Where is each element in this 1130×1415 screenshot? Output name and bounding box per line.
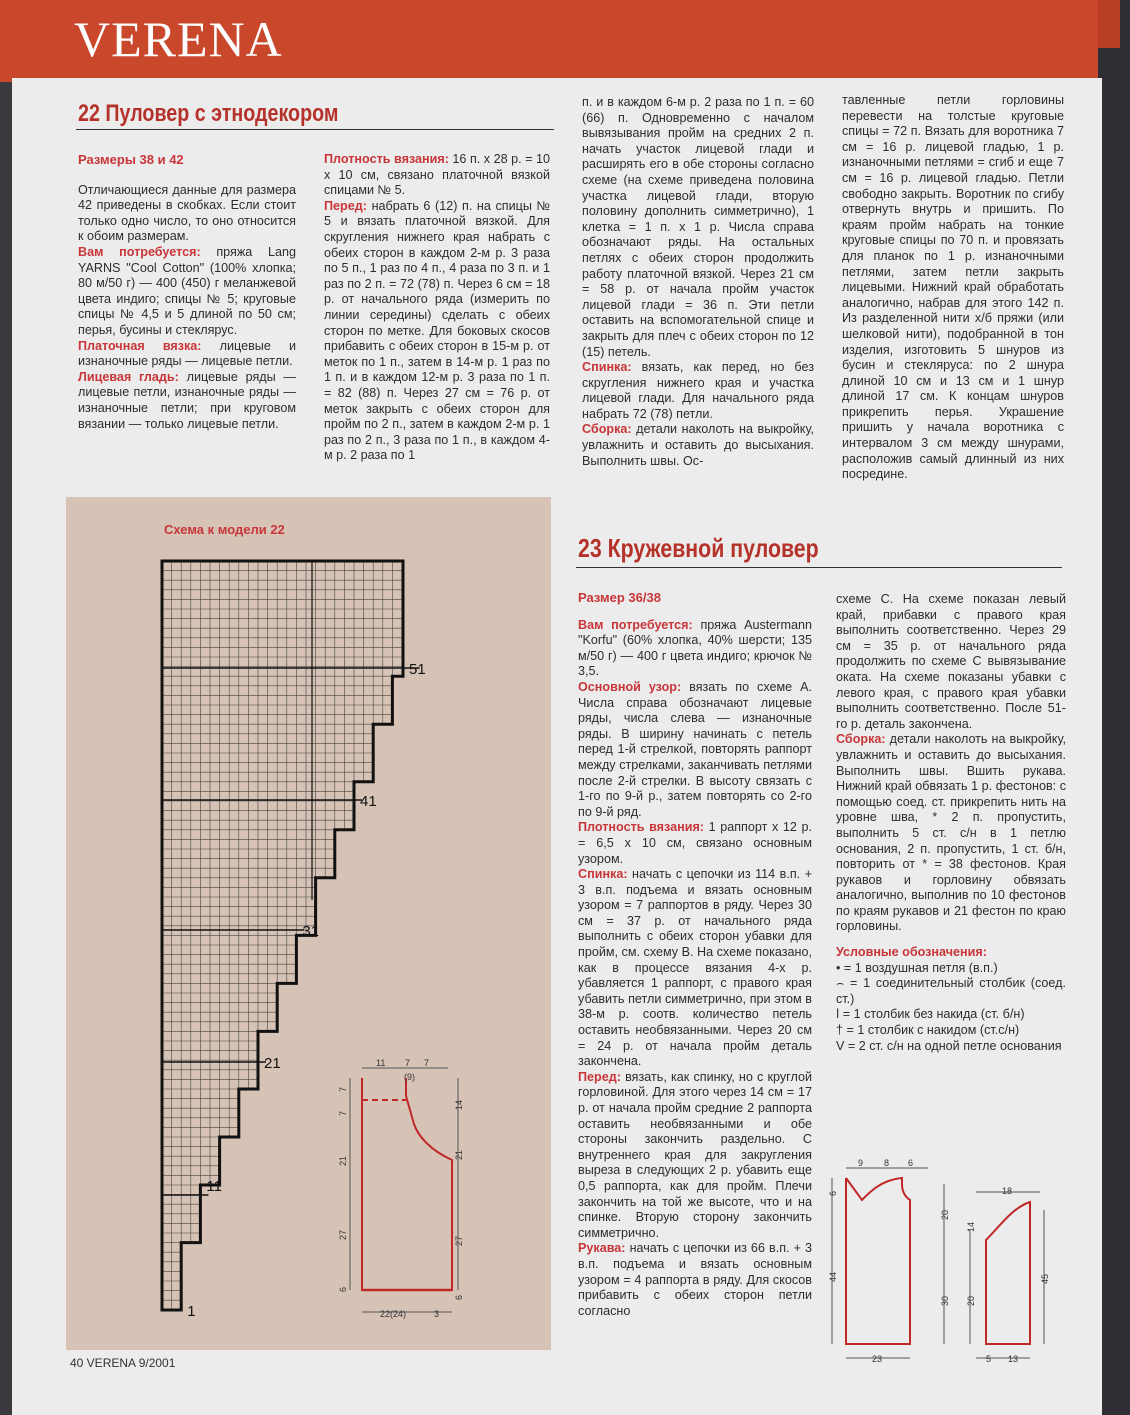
dimension-label: (9) [404,1072,415,1082]
col4-text: тавленные петли горловины перевести на толстые круговые спицы = 72 п. Вязать для воротника 7 см = 16 р. лицевой гладью, 1 р. изнаночными петлями = сгиб и еще 7 см = 16 р. лицевой гладью. Петли свободно закрыть. Воротник по сгибу отвернуть внутрь и пришить. По краям пройм набрать на тонкие круговые спицы по 70 п. и провязать для планок по 1 р. изнаночными петлями, затем петли закрыть лицевыми. Нижний край обработать аналогично, набрав для этого 142 п. Из разделенной нити х/б пряжи (или шелковой нити), подобранной в тон изделия, изготовить 5 шнуров из бусин и стекляруса: по 2 шнура длиной 10 см и 13 см и 1 шнур длиной 17 см. К концам шнуров прикрепить перья. Украшение пришить у начала воротника с интервалом 3 см между шнурами, расположив самый длинный из них посредине. [842,93,1064,482]
title-rule-23 [576,567,1062,568]
size-heading: Размер 36/38 [578,590,661,605]
page-footer: 40 VERENA 9/2001 [70,1356,176,1370]
dimension-label: 13 [1008,1354,1019,1364]
materials-text: пряжа Lang YARNS "Cool Cotton" (100% хлопка; 80 м/50 г) — 400 (450) г меланжевой цвета индиго; спицы № 5; круговые спицы № 4,5 и 5 длиной по 50 см; перья, бусины и стеклярус. [78,244,296,337]
schema-title: Схема к модели 22 [164,522,285,537]
row-label: 31 [302,923,320,940]
model23-column-1 [578,590,812,1319]
dimension-label: 8 [884,1158,890,1168]
legend-item: • = 1 воздушная петля (в.п.) [836,960,998,975]
dimension-label: 6 [454,1294,464,1300]
legend-item: ǀ = 1 столбик без накида (ст. б/н) [836,1007,1025,1022]
back-label: Спинка: [582,360,632,375]
dimension-label: 23 [872,1354,883,1364]
legend-item: V = 2 ст. с/н на одной петле основания [836,1038,1062,1053]
dimension-label: 45 [1040,1273,1050,1284]
dimension-label: 11 [376,1058,386,1068]
pattern-label: Основной узор: [578,679,682,694]
dimension-label: 7 [338,1110,348,1116]
dimension-label: 14 [454,1099,464,1110]
dimension-label: 3 [434,1309,440,1319]
back-piece-outline [846,1178,910,1344]
row-label: 11 [206,1178,222,1195]
model23-dimensions [828,1158,1050,1364]
dimension-label: 5 [986,1354,992,1364]
dimension-label: 7 [405,1058,411,1068]
gauge23-text: 1 раппорт х 12 р. = 6,5 х 10 см, связано основным узором. [578,820,812,866]
assembly-label: Сборка: [582,422,632,437]
gauge23-label: Плотность вязания: [578,820,704,835]
back23-text: начать с цепочки из 114 в.п. + 3 в.п. подъема и вязать основным узором = 7 раппортов в ряду. Через 30 см = 37 р. от начального ряда выполнить с обеих сторон убавки для пройм, см. схему B. На схеме показано, как в процессе вязания 4-х р. убавляется 1 раппорт, с правого края убавить петли симметрично, при этом в 38-м р. соотв. количество петель оставить необвязанными. Через 20 см = 24 р. от начала пройм деталь закончена. [578,867,812,1069]
dimension-label: 21 [338,1155,348,1166]
assembly23-text: детали наколоть на выкройку, увлажнить и оставить до высыхания. Выполнить швы. Вшить рукава. Нижний край обвязать 1 р. фестонов: с помощью соед. ст. прикрепить нить на уровне шва, * 2 п. пропустить, выполнить 5 ст. с/н в 1 петлю основания, 2 п. пропустить, 1 ст. б/н, повторить от * = 38 фестонов. Края рукавов и горловину обвязать аналогично, выполнив по 10 фестонов по краям рукавов и 21 фестон по краю горловины. [836,732,1066,934]
row-label: 1 [187,1303,196,1320]
model23-back-pattern [846,1178,910,1344]
dimension-label: 6 [828,1190,838,1196]
materials23-label: Вам потребуется: [578,617,693,632]
dimension-label: 21 [454,1149,464,1160]
dimension-label: 7 [424,1058,430,1068]
pattern-text: вязать по схеме A. Числа справа обозначают лицевые ряды, числа слева — изнаночные ряды. В ширину начинать с петель перед 1-й стрелкой, повторять раппорт между стрелками, заканчивать петлями после 2-й стрелки. В высоту связать с 1-го по 9-й р., затем повторять со 2-го по 9-й ряд. [578,679,812,819]
row-labels [187,661,425,1320]
front23-text: вязать, как спинку, но с круглой горловиной. Для этого через 14 см = 17 р. от начала пройм средние 2 раппорта оставить необвязанными и обе стороны закончить раздельно. С внутреннего края для закругления выреза в следующих 2 р. убавить еще 0,5 раппорта, как для пройм. Плечи закончить на той же высоте, что и на спинке. Вторую сторону закончить симметрично. [578,1069,813,1240]
back23-label: Спинка: [578,867,628,882]
stockinette-text: лицевые ряды — лицевые петли, изнаночные ряды — изнаночные петли; при круговом вязании — только лицевые петли. [78,369,296,431]
dimension-label: 9 [858,1158,864,1168]
dimension-label: 30 [940,1295,950,1306]
garter-text: лицевые и изнаночные ряды — лицевые петли. [78,338,296,369]
garter-label: Платочная вязка: [78,338,202,353]
materials23-text: пряжа Austermann "Korfu" (60% хлопка, 40% шерсти; 135 м/50 г) — 400 г цвета индиго; крючок № 3,5. [578,617,813,679]
model22-dimensions [338,1058,464,1319]
gauge-label: Плотность вязания: [324,152,449,166]
model23-dimension-lines [832,1168,1044,1358]
col3-text: п. и в каждом 6-м р. 2 раза по 1 п. = 60 (66) п. Одновременно с началом вывязывания пройм на средних 2 п. начать участок лицевой глади и расширять его в обе стороны согласно схеме (на схеме приведена половина участка лицевой глади, вторую половину дополнить симметрично), 1 клетка = 1 п. х 1 р. Числа справа обозначают ряды. На остальных петлях с обеих сторон продолжить работу платочной вязкой. Через 21 см = 58 р. от начала пройм участок лицевой глади = 36 п. Эти петли оставить на вспомогательной спице и закрыть для плеч с обеих сторон по 12 (15) петель. [582,95,814,359]
magazine-logo: VERENA [74,11,283,67]
dimension-label: 6 [338,1286,348,1292]
model22-title: 22 Пуловер с этнодекором [78,100,339,127]
row-label: 41 [360,793,377,810]
row-label: 51 [409,661,426,678]
row-label: 21 [264,1055,281,1072]
sleeves-text: начать с цепочки из 66 в.п. + 3 в.п. подъема и вязать основным узором = 4 раппорта в ряду. Для скосов прибавить с обеих сторон петли согласно [578,1241,812,1318]
dimension-label: 20 [940,1209,950,1220]
dimension-label: 7 [338,1086,348,1092]
legend-item: † = 1 столбик с накидом (ст.с/н) [836,1023,1020,1038]
dimension-label: 14 [966,1221,976,1232]
front23-label: Перед: [578,1069,621,1084]
stockinette-label: Лицевая гладь: [78,369,179,384]
model23-column-2 [836,592,1066,1054]
assembly23-label: Сборка: [836,732,886,747]
gauge-text: 16 п. х 28 р. = 10 х 10 см, связано платочной вязкой спицами № 5. [324,152,550,198]
materials-label: Вам потребуется: [78,244,201,259]
legend-item: ⌢ = 1 соединительный столбик (соед. ст.) [836,976,1066,1006]
model22-pattern [362,1078,452,1290]
dimension-label: 44 [828,1271,838,1282]
dimension-label: 27 [454,1235,464,1246]
assembly-text: детали наколоть на выкройку, увлажнить и оставить до высыхания. Выполнить швы. Ос- [582,422,814,468]
front-label: Перед: [324,198,367,213]
model23-sleeve-pattern [986,1202,1030,1344]
dimension-label: 18 [1002,1186,1013,1196]
col2-23-text: схеме C. На схеме показан левый край, прибавки с правого края выполнить соответственно. Через 29 см = 35 р. от начального ряда продолжить по схеме C вывязывание оката. На схеме показаны убавки с левого края, с правого края убавки выполнить соответственно. После 51-го р. деталь закончена. [836,592,1066,731]
sleeve-outline [986,1202,1030,1344]
back-text: вязать, как перед, но без скругления нижнего края и участка лицевой глади. Для начального ряда набрать 72 (78) петли. [582,360,815,421]
sleeves-label: Рукава: [578,1241,626,1256]
dimension-label: 22(24) [380,1309,407,1319]
legend-title: Условные обозначения: [836,945,987,960]
legend-list [836,961,1066,1055]
model22-dimension-lines [350,1068,458,1312]
dimension-label: 6 [908,1158,914,1168]
dimension-label: 20 [966,1295,976,1306]
model23-title: 23 Кружевной пуловер [578,533,819,563]
sizes-heading: Размеры 38 и 42 [78,152,184,167]
front-text: набрать 6 (12) п. на спицы № 5 и вязать платочной вязкой. Для скругления нижнего края набрать с обеих сторон в каждом 2-м р. 3 раза по 5 п., 1 раз по 4 п., 4 раза по 3 п. и 1 раз по 2 п. = 72 (78) п. Через 6 см = 18 р. от начального ряда (измерить по линии середины) сделать с обеих сторон по метке. Для боковых скосов прибавить с обеих сторон в 15-м р. от меток по 1 п., затем в 14-м р. 1 раз по 1 п. и в каждом 12-м р. 3 раза по 1 п. = 82 (88) п. Через 27 см = 76 р. от меток закрыть с обеих сторон для пройм по 2 п., затем в каждом 2-м р. 1 раз по 2 п., 3 раза по 1 п., в каждом 4-м р. 2 раза по 1 [324,198,550,463]
dimension-label: 27 [338,1229,348,1240]
intro-text: Отличающиеся данные для размера 42 приведены в скобках. Если стоит только одно число, то оно относится к обоим размерам. [78,182,296,244]
front-piece-outline [362,1078,452,1290]
